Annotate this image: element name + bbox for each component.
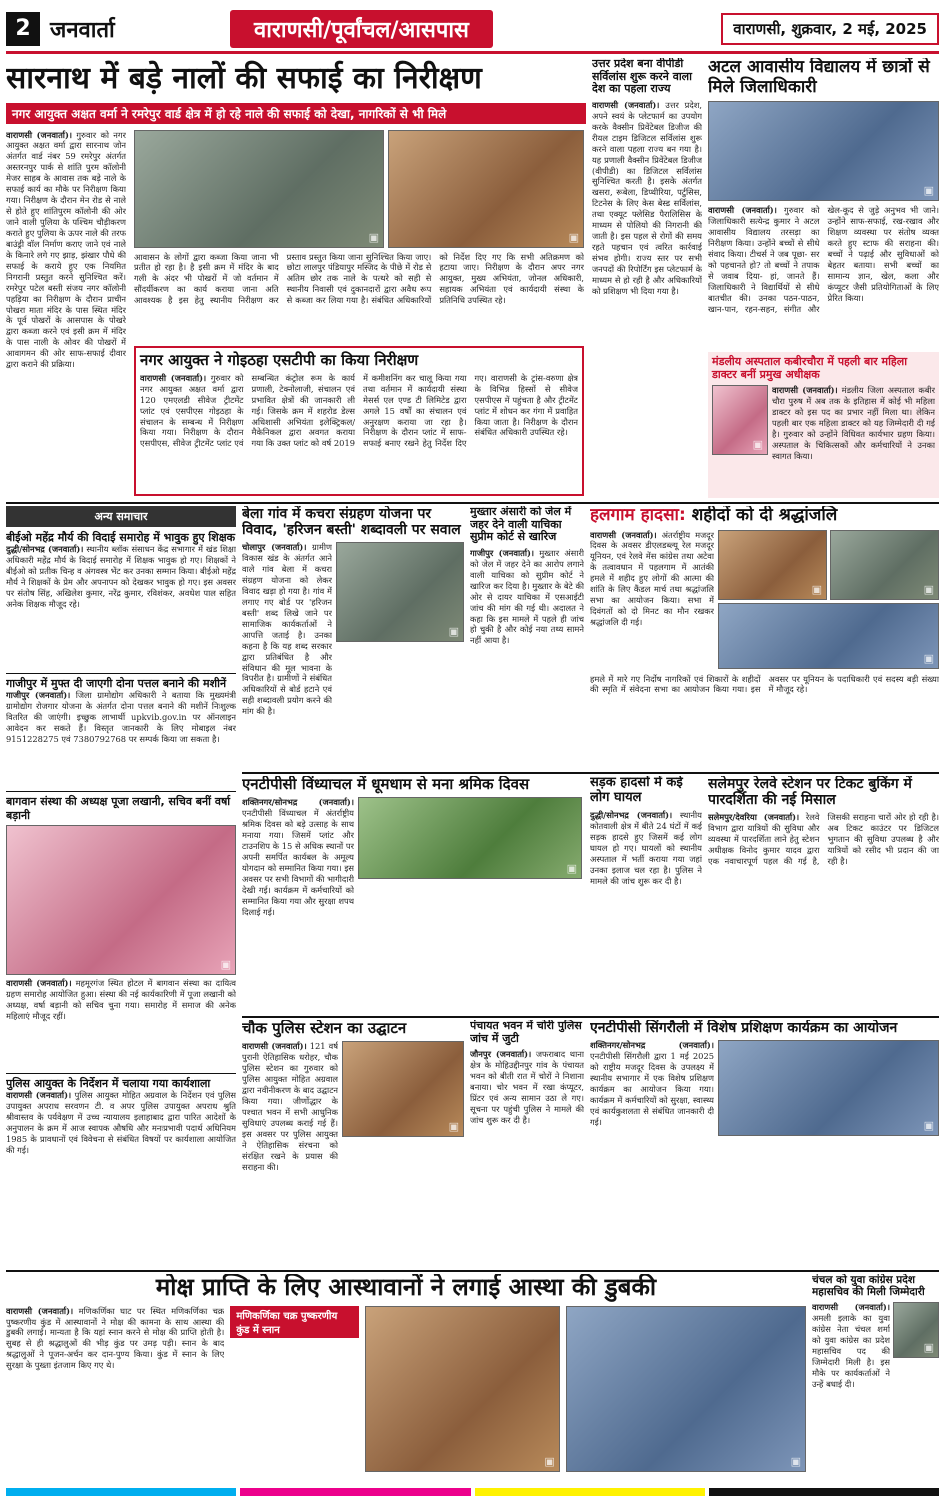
panchayat-story (470, 1020, 584, 1266)
brief4-byline: वाराणसी (जनवार्ता)। (6, 1089, 72, 1100)
pahalgam-headline-lead: हलगाम हादसा: (590, 506, 686, 525)
brief2-text (6, 690, 236, 788)
salempur-headline: सलेमपुर रेलवे स्टेशन पर टिकट बुकिंग में पारदर्शिता की नई मिसाल (708, 776, 912, 809)
chauk-byline: वाराणसी (जनवार्ता)। (242, 1041, 307, 1052)
moksha-photo-ghat (566, 1306, 806, 1472)
color-swatch-black (709, 1488, 939, 1496)
vpd-text-content: उत्तर प्रदेश, अपने स्वयं के प्लेटफार्म का उपयोग करके वैक्सीन प्रिवेंटेबल डिजीज की रीयल टाइम डिजिटल सर्विलांस शुरू करने वाला पहला राज्य बन गया है। यह प्रणाली वैक्सीन प्रिवेंटेबल डिजीज (वीपीडी) का डिजिटल सर्विलांस सुनिश्चित करती है। इसके अंतर्गत खसरा, रूबेला, डिप्थीरिया, पर्टुसिस, टिटनेस के लिए केस बेस्ड सर्विलांस, तथा एक्यूट फ्लेसिड पैरालिसिस के माध्यम से पोलियो की निगरानी की जाती है। इस पहल से रोगों की समय रहते पहचान एवं त्वरित कार्रवाई संभव होगी। राज्य स्तर पर सभी जनपदों की रिपोर्टिंग इस प्लेटफार्म के माध्यम से हो रही है और अधिकारियों को प्रशिक्षण भी दिया गया है। (592, 99, 702, 296)
camera-icon: ▣ (544, 1454, 555, 1468)
masthead (6, 6, 939, 54)
bela-photo-board (336, 542, 464, 642)
moksha-photo-bathing (365, 1306, 560, 1472)
bela-headline: बेला गांव में कचरा संग्रहण योजना पर विवाद, 'हरिजन बस्ती' शब्दावली पर सवाल (242, 506, 461, 539)
lead-text-continued: आवासन के लोगों द्वारा कब्जा किया जाना भी प्रतीत हो रहा है। है इसी क्रम में मंदिर के बाद गली के अंदर भी पोखरों में जो वर्तमान में सौंदर्यीकरण का कार्य कराया जाना अति आवश्यक है इस हेतु स्थानीय निरीक्षण कर प्रस्ताव प्रस्तुत किया जाना सुनिश्चित किया जाए। छोटा लालपुर पंडियापुर मस्जिद के पीछे में रोड से अतिम छोर तक नाले के पत्थरे को सही से स्थानीय निवासी एवं दुकानदारों द्वारा अवैध रूप से कब्जा कर लिया गया है। संबंधित अधिकारियों को निर्देश दिए गए कि सभी अतिक्रमण को हटाया जाए। निरीक्षण के दौरान अपर नगर आयुक्त, मुख्य अभियंता, जोनल अधिकारी, सहायक अभियंता एवं कार्यदायी संस्था के प्रतिनिधि उपस्थित रहे। (134, 251, 584, 306)
chauk-text-content: 121 वर्ष पुरानी ऐतिहासिक धरोहर, चौक पुलिस स्टेशन का गुरुवार को पुलिस आयुक्त मोहित अग्रवाल द्वारा नवीनीकरण के बाद उद्घाटन किया गया। जीर्णोद्धार के पश्चात भवन में सभी आधुनिक सुविधाएं उपलब्ध कराई गई हैं। इस अवसर पर पुलिस आयुक्त ने ऐतिहासिक संरचना को संरक्षित रखने के प्रयास की सराहना की। (242, 1041, 338, 1172)
brief1-text-content: स्थानीय ब्लॉक संसाधन केंद्र सभागार में खंड शिक्षा अधिकारी महेंद्र मौर्य के विदाई समारोह में शिक्षक भावुक हो गए। शिक्षकों ने बीईओ को प्रतीक चिन्ह व अंगवस्त्र भेंट कर उनका सम्मान किया। बीईओ महेंद्र मौर्य ने शिक्षकों के प्रेम और अपनापन को देखकर भावुक हो गए। इस अवसर पर संतोष सिंह, अखिलेश कुमार, नरेंद्र कुमार, रविशंकर, अवधेश पाल सहित अनेक शिक्षक मौजूद रहे। (6, 544, 236, 609)
camera-icon: ▣ (566, 862, 577, 876)
atal-text-content: गुरुवार को जिलाधिकारी सत्येन्द्र कुमार ने अटल आवासीय विद्यालय तरसड़ा का निरीक्षण किया। उन्होंने बच्चों से सीधे संवाद किया। टीचर्स ने जब पूछा- सर को पहचानते हो? तो बच्चों ने तपाक से जवाब दिया- हां, जानते हैं। जिलाधिकारी ने विद्यार्थियों से सीधे बातचीत की। उनका पठन-पाठन, खान-पान, रहन-सहन, संगीत और खेल-कूद से जुड़े अनुभव भी जाने। उन्होंने साफ-सफाई, रख-रखाव और शिक्षण व्यवस्था पर संतोष व्यक्त करते हुए स्टाफ की सराहना की। बच्चों ने पढ़ाई और सुविधाओं को बेहतर बताया। सभी बच्चों का सामान्य ज्ञान, खेल, कला और कंप्यूटर जैसी प्रतियोगिताओं के लिए प्रेरित किया। (708, 205, 939, 314)
bela-byline: चोलापुर (जनवार्ता)। (242, 542, 307, 553)
lead-story (6, 58, 586, 498)
ntpc-story (242, 776, 584, 1012)
ntpc-text-content: एनटीपीसी विंध्याचल में अंतर्राष्ट्रीय श्रमिक दिवस को बड़े उत्साह के साथ मनाया गया। जिसमें प्लांट और टाउनशिप के 15 से अधिक स्थानों पर अपनी समर्पित कार्यबल के अमूल्य योगदान को सम्मानित किया गया। इस अवसर पर सभी विभागों की भागीदारी देखी गई। कार्यक्रम में कर्मचारियों को सम्मानित किया गया और सुरक्षा शपथ दिलाई गई। (242, 808, 354, 917)
singrauli-byline: शक्तिनगर/सोनभद्र (जनवार्ता)। (590, 1040, 714, 1051)
brief4-text-content: पुलिस आयुक्त मोहित अग्रवाल के निर्देशन एवं पुलिस उपायुक्त अपराध सरवणन टी. व अपर पुलिस उपायुक्त अपराध श्रुति श्रीवास्तव के पर्यवेक्षण में उच्च न्यायालय इलाहाबाद द्वारा पारित आदेशों के अनुपालन के क्रम में आज स्वापक औषधि और मनःप्रभावी पदार्थ अधिनियम 1985 के प्रावधानों एवं विवेचना से संबंधित विषयों पर कार्यशाला आयोजित की गई। (6, 1089, 236, 1155)
lead-text (6, 130, 126, 499)
mukhtar-text (470, 548, 584, 748)
congress-text-content: अमली इलाके का युवा कांग्रेस नेता चंचल शर्मा को युवा कांग्रेस का प्रदेश महासचिव पद की जिम्मेदारी मिली है। इस मौके पर कार्यकर्ताओं ने उन्हें बधाई दी। (812, 1313, 890, 1389)
brief4-headline: पुलिस आयुक्त के निर्देशन में चलाया गया कार्यशाला (6, 1076, 211, 1090)
camera-icon: ▣ (790, 1454, 801, 1468)
stp-text (140, 373, 578, 491)
pahalgam-photo-gathering (718, 603, 939, 669)
other-news-label: अन्य समाचार (6, 506, 236, 527)
doctor-headline: मंडलीय अस्पताल कबीरचौरा में पहली बार महिला डाक्टर बनीं प्रमुख अधीक्षक (712, 355, 908, 381)
lead-text-content: गुरुवार को नगर आयुक्त अक्षत वर्मा द्वारा सारनाथ जोन अंतर्गत वार्ड नंबर 59 रमरेपुर अंतर्गत अस्तरनपुर पार्क से शांति पुरम कॉलोनी मेजर साहब के आवास तक बड़े नाले के सफाई कार्य का मौके पर निरीक्षण किया गया। निरीक्षण के दौरान मेन रोड से नाले से होते हुए शांतिपुरम कॉलोनी की ओर जाने वाली पुलिया के पश्चिम चौड़ीकरण कराते हुए पुलिया के ऊपर नाले की तरफ बाउंड्री वॉल निर्माण कराए जाने एवं नाले के किनारे लगे गए झाड़, झंखार पौधे की सफाई के कराये हुए एक नियमित निगरानी प्रस्तुत करने सुनिश्चित करें। रमरेपुर पटेल बस्ती संजय नगर कॉलोनी पहड़िया का निरीक्षण के दौरान प्राचीन पोखरा माता मंदिर के पास स्थित मंदिर के पूर्व पोखरों के आसपास के पोखरे द्वारा कब्जा करने एवं इसी क्रम में मंदिर के पास नाली के ओवर की पोखरों में आवागमन की ओर साफ-सफाई दीवार द्वारा कराने की प्रक्रिया। (6, 129, 126, 370)
brief3-text-content: महमूरगंज स्थित होटल में बागवान संस्था का दायित्व ग्रहण समारोह आयोजित हुआ। संस्था की नई कार्यकारिणी में पूजा लखानी को अध्यक्ष, वर्षा बड़ानी को सचिव चुना गया। समारोह में समाज की अनेक महिलाएं मौजूद रहीं। (6, 977, 236, 1021)
camera-icon: ▣ (923, 582, 934, 596)
stp-headline: नगर आयुक्त ने गोइठहा एसटीपी का किया निरीक्षण (140, 350, 419, 369)
salempur-text (708, 812, 939, 990)
pahalgam-byline: वाराणसी (जनवार्ता)। (590, 529, 657, 540)
singrauli-photo-training (718, 1040, 939, 1136)
paper-name: जनवार्ता (50, 17, 115, 43)
salempur-byline: सलेमपुर/देवरिया (जनवार्ता)। (708, 812, 800, 823)
divider (6, 1073, 236, 1074)
atal-story (708, 58, 939, 348)
congress-text (812, 1302, 890, 1452)
pahalgam-text-content: अंतर्राष्ट्रीय मजदूर दिवस के अवसर डीएलडब्ल्यू रेल मजदूर यूनियन, एवं रेलवे मेंस कांग्रेस तथा अटेवा के तत्वावधान में पहलगाम में आतंकी हमले में शहीद हुए लोगों की आत्मा की शांति के लिए कैंडल मार्च तथा श्रद्धांजलि सभा का आयोजन किया। सभा में दिवंगतों को दो मिनट का मौन रखकर श्रद्धांजलि दी गई। (590, 529, 714, 628)
brief3-headline: बागवान संस्था की अध्यक्ष पूजा लखानी, सचिव बनीं वर्षा बड़ानी (6, 795, 231, 822)
road-story (590, 776, 702, 1012)
mukhtar-headline: मुख्तार अंसारी को जेल में जहर देने वाली याचिका सुप्रीम कोर्ट से खारिज (470, 506, 572, 544)
camera-icon: ▣ (448, 625, 459, 639)
doctor-text-content: मंडलीय जिला अस्पताल कबीर चौरा पुरुष में अब तक के इतिहास में कोई भी महिला डाक्टर को इस पद का प्रभार नहीं मिला था। लेकिन पहली बार एक महिला डाक्टर को यह जिम्मेदारी दी गई है। गुरुवार को उन्होंने विधिवत कार्यभार ग्रहण किया। अस्पताल के चिकित्सकों और कर्मचारियों ने उनका स्वागत किया। (772, 385, 935, 461)
divider (6, 1270, 939, 1272)
camera-icon: ▣ (923, 1341, 934, 1355)
chauk-photo-station (342, 1041, 464, 1137)
congress-byline: वाराणसी (जनवार्ता)। (812, 1302, 890, 1313)
panchayat-text (470, 1049, 584, 1249)
brief1-byline: दुद्धी/सोनभद्र (जनवार्ता)। (6, 544, 84, 555)
panchayat-text-content: जफराबाद थाना क्षेत्र के मोहिउद्दीनपुर गांव के पंचायत भवन को बीती रात में चोरों ने निशाना बनाया। चोर भवन में रखा कंप्यूटर, प्रिंटर एवं अन्य सामान उठा ले गए। सूचना पर पहुंची पुलिस ने मामले की जांच शुरू कर दी है। (470, 1049, 584, 1125)
divider (6, 502, 939, 504)
camera-icon: ▣ (568, 230, 579, 244)
moksha-text-left (6, 1306, 224, 1472)
camera-icon: ▣ (220, 957, 231, 971)
pahalgam-headline-main: शहीदों को दी श्रद्धांजलि (691, 506, 838, 525)
bela-text (242, 542, 332, 748)
brief2-headline: गाजीपुर में मुफ्त दी जाएगी दोना पत्तल बनाने की मशीनें (6, 677, 227, 691)
camera-icon: ▣ (448, 1120, 459, 1134)
brief2-text-content: जिला ग्रामोद्योग अधिकारी ने बताया कि मुख्यमंत्री ग्रामोद्योग रोजगार योजना के अंतर्गत दोना पत्तल बनाने की मशीनें निःशुल्क वितरित की जाएंगी। इच्छुक लाभार्थी upkvib.gov.in पर ऑनलाइन आवेदन कर सकते हैं। विस्तृत जानकारी के लिए मोबाइल नंबर 9151228275 एवं 7380792768 पर सम्पर्क किया जा सकता है। (6, 690, 236, 745)
mukhtar-story (470, 506, 584, 768)
pahalgam-photo-candle-march (718, 530, 827, 600)
doctor-story (708, 352, 939, 498)
chauk-headline: चौक पुलिस स्टेशन का उद्घाटन (242, 1020, 407, 1037)
divider (6, 673, 236, 674)
lead-subheadline: नगर आयुक्त अक्षत वर्मा ने रमरेपुर वार्ड क्षेत्र में हो रहे नाले की सफाई को देखा, नागरिकों से भी मिले (6, 103, 586, 124)
moksha-byline: वाराणसी (जनवार्ता)। (6, 1305, 74, 1316)
moksha-story (6, 1274, 806, 1484)
panchayat-headline: पंचायत भवन में चोरी पुलिस जांच में जुटी (470, 1020, 582, 1045)
pahalgam-photo-tribute (830, 530, 939, 600)
vpd-story (592, 58, 702, 498)
moksha-text-content: मणिकर्णिका घाट पर स्थित मणिकर्णिका चक्र पुष्करणीय कुंड में आस्थावानों ने मोक्ष की कामना के साथ आस्था की डुबकी लगाई। मान्यता है कि यहां स्नान करने से मोक्ष की प्राप्ति होती है। सुबह से ही श्रद्धालुओं की भीड़ कुंड पर उमड़ पड़ी। स्नान के बाद श्रद्धालुओं ने पूजन-अर्चन कर दान-पुण्य किया। कुंड में स्नान के लिए सुरक्षा के पुख्ता इंतजाम किए गए थे। (6, 1305, 225, 1371)
camera-icon: ▣ (923, 184, 934, 198)
ntpc-photo-workers-day (358, 797, 582, 879)
pahalgam-text-second: हमले में मारे गए निर्दोष नागरिकों एवं शिकारों के शहीदों की स्मृति में संवेदना सभा का आयोजन किया गया। इस अवसर पर यूनियन के पदाधिकारी एवं सदस्य बड़ी संख्या में मौजूद रहे। (590, 673, 939, 695)
congress-headline: चंचल को युवा कांग्रेस प्रदेश महासचिव की मिली जिम्मेदारी (812, 1274, 925, 1299)
dateline: वाराणसी, शुक्रवार, 2 मई, 2025 (721, 13, 939, 45)
camera-icon: ▣ (923, 651, 934, 665)
pahalgam-text (590, 530, 714, 670)
road-text-content: स्थानीय कोतवाली क्षेत्र में बीते 24 घंटों में कई सड़क हादसे हुए जिसमें कई लोग घायल हो गए। घायलों को स्थानीय अस्पताल में भर्ती कराया गया जहां उनका इलाज चल रहा है। पुलिस ने मामले की जांच शुरू कर दी है। (590, 809, 702, 886)
road-text (590, 810, 702, 990)
color-swatch-cyan (6, 1488, 236, 1496)
bela-text-content: ग्रामीण विकास खंड के अंतर्गत आने वाले गांव बेला में कचरा संग्रहण योजना को लेकर विवाद खड़ा हो गया है। गांव में लगाए गए बोर्ड पर 'हरिजन बस्ती' शब्द लिखे जाने पर सामाजिक कार्यकर्ताओं ने आपत्ति जताई है। उनका कहना है कि यह शब्द सरकार द्वारा प्रतिबंधित है और संविधान की मूल भावना के विपरीत है। ग्रामीणों ने संबंधित अधिकारियों से बोर्ड हटाने एवं सही शब्दावली प्रयोग करने की मांग की है। (242, 542, 332, 717)
brief2-byline: गाजीपुर (जनवार्ता)। (6, 690, 71, 701)
brief3-photo-event (6, 825, 236, 975)
bela-story (242, 506, 464, 768)
mukhtar-byline: गाजीपुर (जनवार्ता)। (470, 547, 535, 558)
divider (242, 772, 939, 774)
doctor-byline: वाराणसी (जनवार्ता)। (772, 385, 838, 396)
stp-story (134, 346, 584, 496)
camera-icon: ▣ (368, 230, 379, 244)
vpd-byline: वाराणसी (जनवार्ता)। (592, 99, 660, 110)
divider (6, 791, 236, 792)
camera-icon: ▣ (811, 582, 822, 596)
mukhtar-text-content: मुख्तार अंसारी को जेल में जहर देने का आरोप लगाने वाली याचिका को सुप्रीम कोर्ट ने खारिज कर दिया है। मुख्तार के बेटे की ओर से दायर याचिका में एसआईटी जांच की मांग की गई थी। अदालत ने कहा कि इस मामले में पहले ही जांच हो चुकी है और कोई नया तथ्य सामने नहीं आया है। (470, 547, 584, 646)
page-number: 2 (6, 12, 40, 46)
salempur-story (708, 776, 939, 1012)
ntpc-byline: शक्तिनगर/सोनभद्र (जनवार्ता)। (242, 797, 354, 808)
congress-story (812, 1274, 939, 1484)
chauk-text (242, 1041, 338, 1241)
road-headline: सड़क हादसों में कई लोग घायल (590, 776, 683, 805)
atal-byline: वाराणसी (जनवार्ता)। (708, 205, 777, 216)
doctor-text (772, 385, 935, 487)
brief4-text (6, 1090, 236, 1210)
stp-byline: वाराणसी (जनवार्ता)। (140, 372, 207, 383)
brief3-text (6, 978, 236, 1070)
brief1-text (6, 544, 236, 670)
moksha-headline: मोक्ष प्राप्ति के लिए आस्थावानों ने लगाई आस्था की डुबकी (155, 1274, 657, 1301)
other-news (6, 506, 236, 1266)
chauk-story (242, 1020, 464, 1266)
brief3-byline: वाराणसी (जनवार्ता)। (6, 977, 72, 988)
brief1-headline: बीईओ महेंद्र मौर्य की विदाई समारोह में भावुक हुए शिक्षक (6, 531, 236, 544)
ntpc-text (242, 797, 354, 987)
camera-icon: ▣ (752, 438, 763, 452)
section-title: वाराणसी/पूर्वांचल/आसपास (230, 10, 493, 48)
singrauli-story (590, 1020, 939, 1266)
lead-photo-drain (388, 130, 584, 248)
road-byline: दुद्धी/सोनभद्र (जनवार्ता)। (590, 809, 673, 820)
color-swatch-yellow (475, 1488, 705, 1496)
lead-byline: वाराणसी (जनवार्ता)। (6, 129, 73, 140)
salempur-text-content: रेलवे विभाग द्वारा यात्रियों की सुविधा और व्यवस्था में पारदर्शिता लाने हेतु स्टेशन अधीक्षक विनोद कुमार यादव द्वारा एक नवाचारपूर्ण पहल की गई है, जिसकी सराहना चारों ओर हो रही है। अब टिकट काउंटर पर डिजिटल भुगतान की सुविधा उपलब्ध है और यात्रियों को रसीद भी प्रदान की जा रही है। (708, 812, 939, 866)
pahalgam-headline (590, 506, 939, 526)
stp-text-content: गुरुवार को नगर आयुक्त अक्षत वर्मा द्वारा 120 एमएलडी सीवेज ट्रीटमेंट प्लांट एवं एसपीएस गोइठहा के संचालन के सम्बन्ध में निरीक्षण किया गया। निरीक्षण के दौरान एसपीएस, सीवेज ट्रीटमेंट प्लांट एवं सम्बन्धित कंट्रोल रूम के कार्य प्रणाली, टेक्नोलाजी, संचालन एवं प्रभावित क्षेत्रों की जानकारी ली गई। जिसके क्रम में शहरोड डेल्स अधिशासी अभियंता इलेक्ट्रिकल/मैकेनिकल द्वारा अवगत कराया गया कि उक्त प्लांट को वर्ष 2019 में कमीशनिंग कर चालू किया गया तथा वर्तमान में कार्यदायी संस्था मेसर्स एल एण्ड टी लिमिटेड द्वारा अगले 15 वर्षों का संचालन एवं अनुरक्षण कराया जा रहा है। निरीक्षण के दौरान प्लांट में साफ-सफाई बनाए रखने हेतु निर्देश दिए गए। वाराणसी के ट्रांस-वरुणा क्षेत्र के विभिन्न हिस्सों से सीवेज एसपीएस में पहुंचता है और ट्रीटमेंट प्लांट में शोधन कर गंगा में प्रवाहित किया जाता है। निरीक्षण के दौरान संबंधित अधिकारी उपस्थित रहे। (140, 372, 578, 449)
singrauli-text-content: एनटीपीसी सिंगरौली द्वारा 1 मई 2025 को राष्ट्रीय मजदूर दिवस के उपलक्ष्य में स्थानीय सभागार में एक विशेष प्रशिक्षण कार्यक्रम का आयोजन किया गया। कार्यक्रम में कर्मचारियों को सुरक्षा, स्वास्थ्य एवं कार्यकुशलता से संबंधित जानकारी दी गई। (590, 1051, 714, 1127)
color-swatch-magenta (240, 1488, 470, 1496)
atal-photo-students (708, 101, 939, 201)
lead-headline: सारनाथ में बड़े नालों की सफाई का निरीक्षण (6, 61, 482, 96)
moksha-subheadline: मणिकर्णिका चक्र पुष्करणीय कुंड में स्नान (230, 1306, 359, 1338)
atal-text (708, 205, 939, 337)
vpd-headline: उत्तर प्रदेश बना वीपीडी सर्विलांस शुरू करने वाला देश का पहला राज्य (592, 58, 692, 96)
divider (242, 1016, 939, 1018)
atal-headline: अटल आवासीय विद्यालय में छात्रों से मिले जिलाधिकारी (708, 58, 930, 97)
lead-photo-inspection (134, 130, 384, 248)
doctor-portrait (712, 385, 768, 455)
vpd-text (592, 100, 702, 495)
pahalgam-story (590, 506, 939, 768)
congress-portrait (893, 1302, 939, 1358)
print-color-bar (6, 1488, 939, 1496)
singrauli-text (590, 1040, 714, 1240)
singrauli-headline: एनटीपीसी सिंगरौली में विशेष प्रशिक्षण कार्यक्रम का आयोजन (590, 1020, 898, 1036)
ntpc-headline: एनटीपीसी विंध्याचल में धूमधाम से मना श्रमिक दिवस (242, 776, 530, 793)
camera-icon: ▣ (923, 1119, 934, 1133)
panchayat-byline: जौनपुर (जनवार्ता)। (470, 1049, 532, 1060)
